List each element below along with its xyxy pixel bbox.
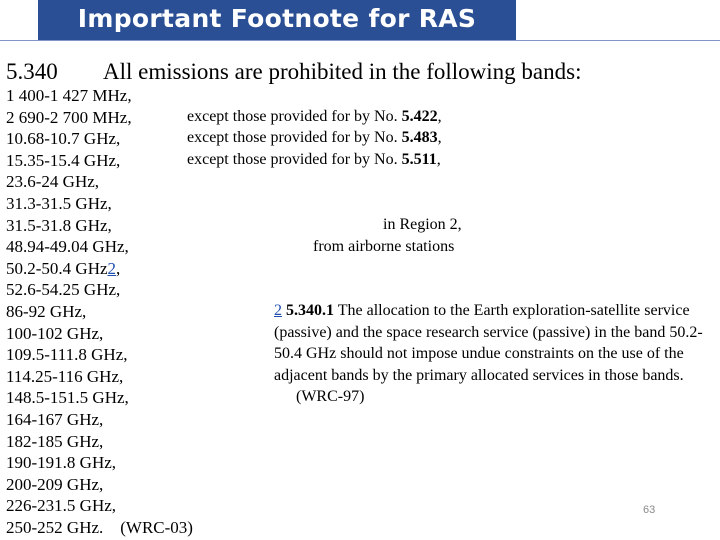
band-item: 10.68-10.7 GHz,: [6, 129, 121, 149]
sub-footnote-number: 5.340.1: [286, 302, 334, 319]
provision-number: 5.422: [401, 108, 438, 125]
slide-title: Important Footnote for RAS: [77, 4, 477, 33]
footnote-heading: All emissions are prohibited in the following bands:: [103, 59, 582, 84]
page-number: 63: [643, 504, 656, 516]
provision-number: 5.511: [401, 151, 437, 168]
sub-footnote-ref-link[interactable]: 2: [274, 302, 282, 319]
band-item: 52.6-54.25 GHz,: [6, 280, 121, 300]
exception-line: except those provided for by No. 5.511,: [187, 151, 441, 168]
band-item: 50.2-50.4 GHz2,: [6, 258, 121, 278]
band-text: 50.2-50.4 GHz: [6, 258, 108, 278]
band-item: 226-231.5 GHz,: [6, 496, 117, 516]
wrc-tag: (WRC-03): [120, 517, 193, 537]
band-text: 250-252 GHz.: [6, 517, 104, 537]
band-list: [6, 85, 193, 538]
band-item: 148.5-151.5 GHz,: [6, 388, 129, 408]
band-item: 31.3-31.5 GHz,: [6, 193, 112, 213]
airborne-note: from airborne stations: [313, 238, 455, 255]
sub-footnote: [274, 300, 714, 408]
band-item: 15.35-15.4 GHz,: [6, 150, 121, 170]
band-item: 114.25-116 GHz,: [6, 366, 124, 386]
band-item: 31.5-31.8 GHz,: [6, 215, 112, 235]
band-item: 164-167 GHz,: [6, 409, 104, 429]
band-item: 100-102 GHz,: [6, 323, 104, 343]
band-item: 182-185 GHz,: [6, 431, 104, 451]
band-item: 23.6-24 GHz,: [6, 172, 100, 192]
sub-footnote-text: The allocation to the Earth exploration-satellite service (passive) and the space research service (passive) in the band 50.2-50.4 GHz should not impose undue constraints on the use of the adjacent bands by the primary allocated services in those bands.: [274, 302, 703, 384]
exception-line: except those provided for by No. 5.422,: [187, 108, 442, 125]
band-item: 109.5-111.8 GHz,: [6, 345, 128, 365]
exception-line: except those provided for by No. 5.483,: [187, 129, 442, 146]
band-item: 48.94-49.04 GHz,: [6, 237, 129, 257]
provision-number: 5.483: [401, 129, 438, 146]
title-bar: [38, 0, 516, 40]
band-item: 190-191.8 GHz,: [6, 453, 117, 473]
band-item: 200-209 GHz,: [6, 474, 104, 494]
band-item: [6, 517, 193, 539]
footnote-ref-link[interactable]: 2: [107, 258, 117, 278]
region-note: in Region 2,: [383, 216, 462, 233]
wrc-tag: (WRC-97): [296, 388, 365, 406]
footnote-number: 5.340: [6, 59, 58, 84]
band-item: 1 400-1 427 MHz,: [6, 86, 132, 105]
band-item: 86-92 GHz,: [6, 301, 87, 321]
band-item: 2 690-2 700 MHz,: [6, 107, 132, 127]
title-divider: [0, 40, 720, 41]
